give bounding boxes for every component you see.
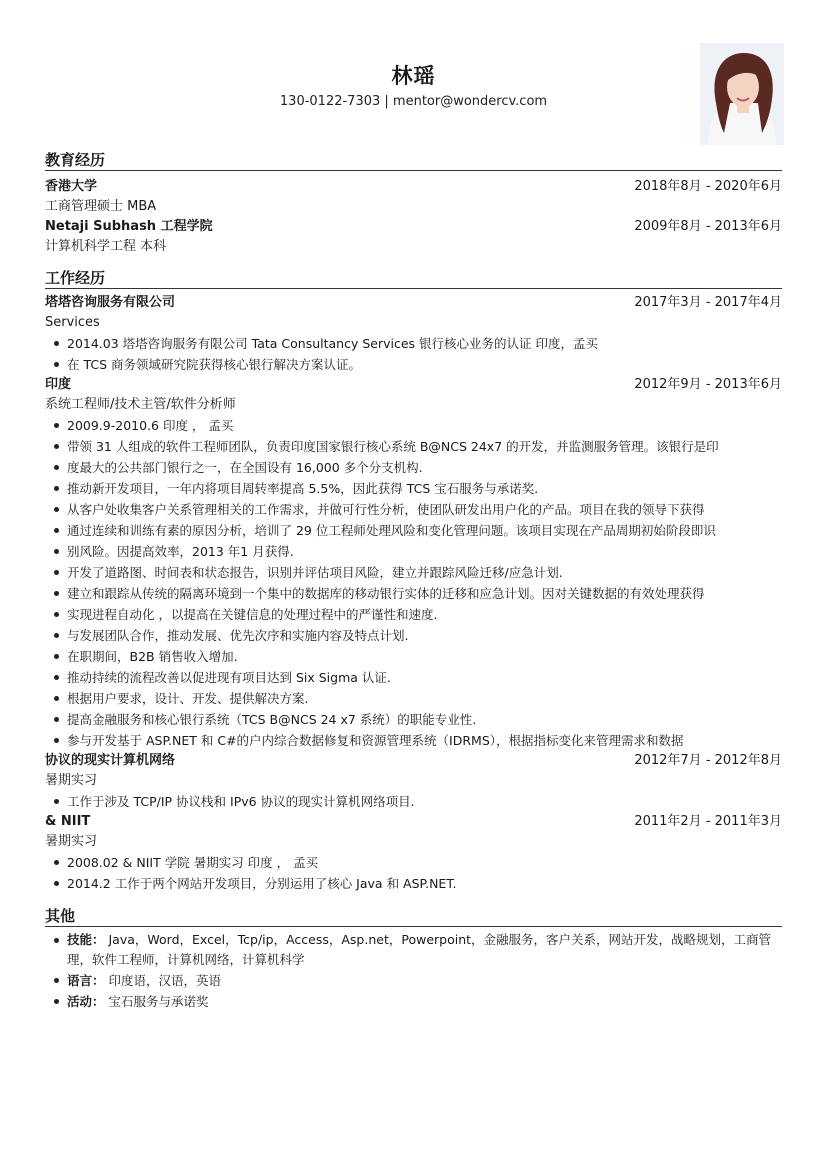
date-range: 2018年8月 - 2020年6月 xyxy=(634,179,782,194)
item-label: 技能： xyxy=(67,932,105,947)
list-item: 工作于涉及 TCP/IP 协议栈和 IPv6 协议的现实计算机网络项目. xyxy=(45,791,782,812)
list-item: 带领 31 人组成的软件工程师团队，负责印度国家银行核心系统 B@NCS 24x7 的开发，并监测服务管理。该银行是印 xyxy=(45,436,782,457)
list-item: 通过连续和训练有素的原因分析，培训了 29 位工程师处理风险和变化管理问题。该项目实现在产品周期初始阶段即识 xyxy=(45,520,782,541)
list-item: 与发展团队合作，推动发展、优先次序和实施内容及特点计划. xyxy=(45,625,782,646)
bullet-list xyxy=(45,852,782,894)
school-name: Netaji Subhash 工程学院 xyxy=(45,219,213,234)
item-text: 宝石服务与承诺奖 xyxy=(108,994,209,1009)
education-entry xyxy=(45,177,782,217)
section-title-other: 其他 xyxy=(45,906,782,927)
list-item xyxy=(45,930,782,970)
list-item: 提高金融服务和核心银行系统（TCS B@NCS 24 x7 系统）的职能专业性. xyxy=(45,709,782,730)
resume-page xyxy=(45,0,782,1012)
item-label: 语言： xyxy=(67,973,105,988)
list-item: 从客户处收集客户关系管理相关的工作需求，并做可行性分析，使团队研发出用户化的产品。项目在我的领导下获得 xyxy=(45,499,782,520)
list-item: 实现进程自动化 ，以提高在关键信息的处理过程中的严谨性和速度. xyxy=(45,604,782,625)
work-entry xyxy=(45,751,782,812)
job-role: 暑期实习 xyxy=(45,773,98,788)
item-text: Java，Word，Excel，Tcp/ip，Access，Asp.net，Powerpoint，金融服务，客户关系，网站开发，战略规划，工商管理，软件工程师，计算机网络，计算机科学 xyxy=(67,932,772,967)
list-item xyxy=(45,970,782,991)
date-range: 2009年8月 - 2013年6月 xyxy=(634,219,782,234)
work-section xyxy=(45,268,782,894)
bullet-list xyxy=(45,333,782,375)
list-item xyxy=(45,991,782,1012)
list-item: 根据用户要求，设计、开发、提供解决方案. xyxy=(45,688,782,709)
list-item: 2014.03 塔塔咨询服务有限公司 Tata Consultancy Services 银行核心业务的认证 印度，孟买 xyxy=(45,333,782,354)
list-item: 在职期间，B2B 销售收入增加. xyxy=(45,646,782,667)
profile-photo xyxy=(700,43,784,145)
portrait-image xyxy=(700,43,784,145)
work-entry xyxy=(45,375,782,751)
school-name: 香港大学 xyxy=(45,179,98,194)
job-role: 暑期实习 xyxy=(45,834,98,849)
candidate-name: 林瑶 xyxy=(391,64,436,88)
degree: 工商管理硕士 MBA xyxy=(45,199,157,214)
section-title-education: 教育经历 xyxy=(45,150,782,171)
job-role: 系统工程师/技术主管/软件分析师 xyxy=(45,397,236,412)
bullet-list xyxy=(45,791,782,812)
list-item: 在 TCS 商务领域研究院获得核心银行解决方案认证。 xyxy=(45,354,782,375)
list-item: 2014.2 工作于两个网站开发项目，分别运用了核心 Java 和 ASP.NET. xyxy=(45,873,782,894)
education-section xyxy=(45,150,782,257)
bullet-list xyxy=(45,415,782,751)
company-name: 塔塔咨询服务有限公司 xyxy=(45,295,176,310)
resume-header xyxy=(45,0,782,150)
list-item: 建立和跟踪从传统的隔离环境到一个集中的数据库的移动银行实体的迁移和应急计划。因对关键数据的有效处理获得 xyxy=(45,583,782,604)
date-range: 2012年7月 - 2012年8月 xyxy=(634,753,782,768)
list-item: 度最大的公共部门银行之一，在全国设有 16,000 多个分支机构. xyxy=(45,457,782,478)
list-item: 别风险。因提高效率，2013 年1 月获得. xyxy=(45,541,782,562)
date-range: 2017年3月 - 2017年4月 xyxy=(634,295,782,310)
other-section xyxy=(45,906,782,1012)
date-range: 2011年2月 - 2011年3月 xyxy=(634,814,782,829)
item-label: 活动： xyxy=(67,994,105,1009)
list-item: 参与开发基于 ASP.NET 和 C#的户内综合数据修复和资源管理系统（IDRMS），根据指标变化来管理需求和数据 xyxy=(45,730,782,751)
list-item: 2008.02 & NIIT 学院 暑期实习 印度 ， 孟买 xyxy=(45,852,782,873)
list-item: 推动新开发项目，一年内将项目周转率提高 5.5%，因此获得 TCS 宝石服务与承诺奖. xyxy=(45,478,782,499)
list-item: 2009.9-2010.6 印度 ， 孟买 xyxy=(45,415,782,436)
work-entry xyxy=(45,293,782,375)
section-title-work: 工作经历 xyxy=(45,268,782,289)
company-name: 印度 xyxy=(45,377,72,392)
list-item: 开发了道路图、时间表和状态报告，识别并评估项目风险，建立并跟踪风险迁移/应急计划. xyxy=(45,562,782,583)
degree: 计算机科学工程 本科 xyxy=(45,239,167,254)
contact-info: 130-0122-7303 | mentor@wondercv.com xyxy=(279,94,548,109)
date-range: 2012年9月 - 2013年6月 xyxy=(634,377,782,392)
list-item: 推动持续的流程改善以促进现有项目达到 Six Sigma 认证. xyxy=(45,667,782,688)
company-name: 协议的现实计算机网络 xyxy=(45,753,176,768)
work-entry xyxy=(45,812,782,894)
company-name: & NIIT xyxy=(45,814,91,829)
education-entry xyxy=(45,217,782,257)
job-role: Services xyxy=(45,315,100,330)
item-text: 印度语，汉语，英语 xyxy=(108,973,222,988)
bullet-list xyxy=(45,930,782,1012)
